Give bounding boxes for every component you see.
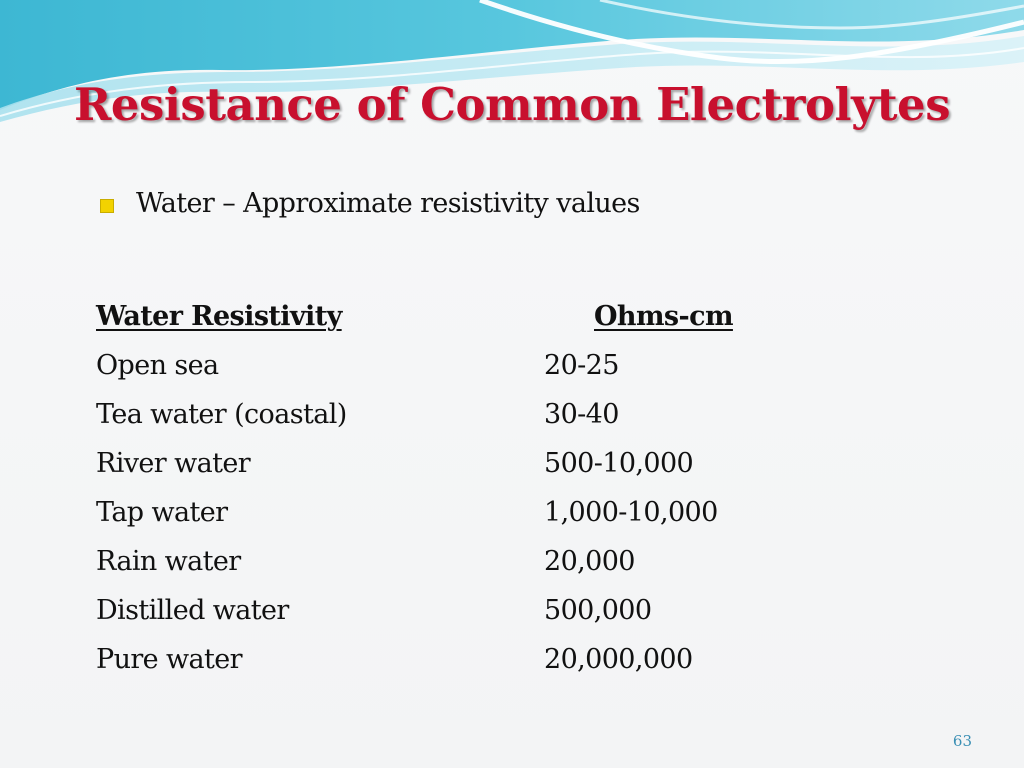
table-row (96, 488, 804, 537)
square-bullet-icon (100, 199, 114, 213)
column-header-water-resistivity: Water Resistivity (96, 301, 342, 332)
water-type: Distilled water (96, 595, 289, 626)
resistivity-value: 20,000 (544, 546, 635, 577)
water-type: Tap water (96, 497, 228, 528)
resistivity-table (96, 292, 804, 684)
slide-title: Resistance of Common Electrolytes (73, 78, 951, 131)
water-type: Tea water (coastal) (96, 399, 347, 430)
table-row (96, 537, 804, 586)
resistivity-value: 30-40 (544, 399, 619, 430)
table-header-row (96, 292, 804, 341)
water-type: Rain water (96, 546, 241, 577)
resistivity-value: 500-10,000 (544, 448, 694, 479)
water-type: River water (96, 448, 251, 479)
table-row (96, 341, 804, 390)
resistivity-value: 1,000-10,000 (544, 497, 718, 528)
resistivity-value: 20-25 (544, 350, 619, 381)
water-type: Open sea (96, 350, 219, 381)
bullet-item (100, 188, 640, 219)
table-row (96, 390, 804, 439)
table-row (96, 586, 804, 635)
table-row (96, 635, 804, 684)
table-row (96, 439, 804, 488)
resistivity-value: 20,000,000 (544, 644, 693, 675)
page-number: 63 (952, 732, 972, 750)
column-header-ohms-cm: Ohms-cm (594, 301, 733, 332)
bullet-text: Water – Approximate resistivity values (136, 188, 640, 219)
water-type: Pure water (96, 644, 242, 675)
resistivity-value: 500,000 (544, 595, 652, 626)
